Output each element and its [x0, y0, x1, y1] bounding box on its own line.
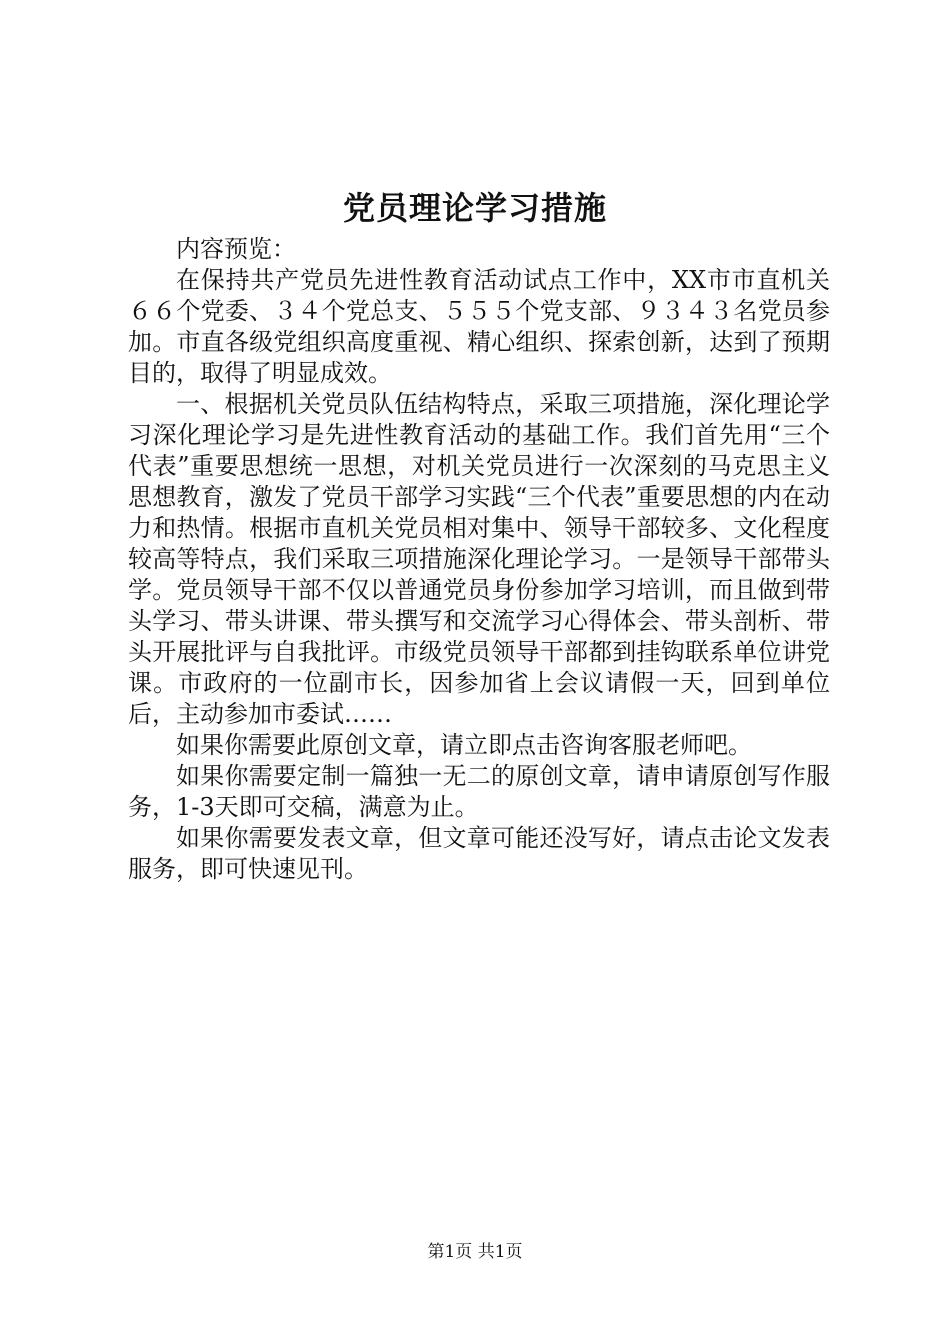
paragraph-contact-service: 如果你需要此原创文章，请立即点击咨询客服老师吧。: [176, 731, 752, 759]
document-title: 党员理论学习措施: [342, 189, 607, 227]
paragraph-intro: 在保持共产党员先进性教育活动试点工作中，XX市市直机关６６个党委、３４个党总支、５５５个党支部、９３４３名党员参加。市直各级党组织高度重视、精心组织、探索创新，达到了预期目的，取得了明显成效。: [128, 266, 830, 387]
paragraph-custom-writing: 如果你需要定制一篇独一无二的原创文章，请申请原创写作服务，1-3天即可交稿，满意为止。: [128, 762, 830, 821]
document-body: [128, 234, 830, 885]
preview-label: 内容预览：: [176, 235, 296, 263]
paragraph-measures: 一、根据机关党员队伍结构特点，采取三项措施，深化理论学习深化理论学习是先进性教育活动的基础工作。我们首先用“三个代表”重要思想统一思想，对机关党员进行一次深刻的马克思主义思想教育，激发了党员干部学习实践“三个代表”重要思想的内在动力和热情。根据市直机关党员相对集中、领导干部较多、文化程度较高等特点，我们采取三项措施深化理论学习。一是领导干部带头学。党员领导干部不仅以普通党员身份参加学习培训，而且做到带头学习、带头讲课、带头撰写和交流学习心得体会、带头剖析、带头开展批评与自我批评。市级党员领导干部都到挂钩联系单位讲党课。市政府的一位副市长，因参加省上会议请假一天，回到单位后，主动参加市委试……: [128, 390, 830, 728]
paragraph-publishing-service: 如果你需要发表文章，但文章可能还没写好，请点击论文发表服务，即可快速见刊。: [128, 824, 830, 883]
page-number-footer: 第1页 共1页: [427, 1242, 523, 1262]
